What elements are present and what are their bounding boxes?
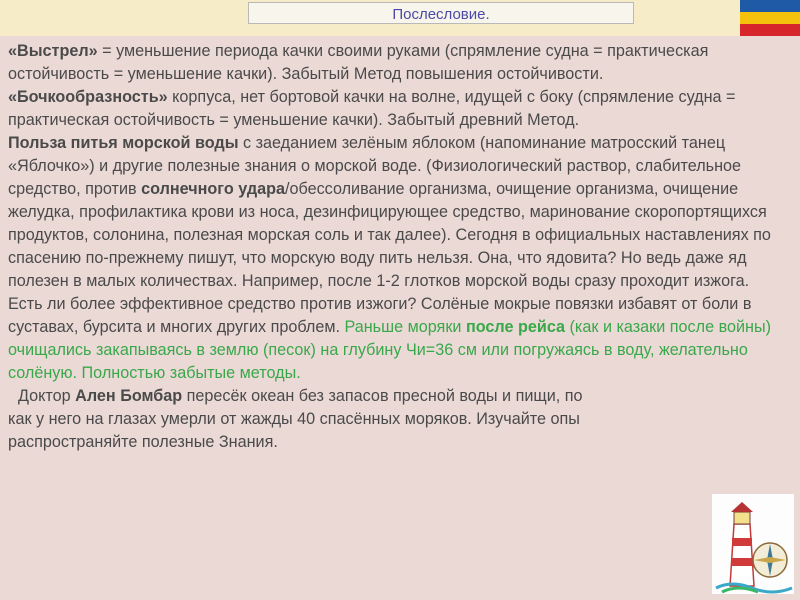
green-bold: после рейса [465, 318, 566, 336]
bombard-text-a: Доктор [18, 387, 76, 405]
content-area [0, 36, 800, 600]
body-text [8, 40, 788, 454]
term-vystrel: «Выстрел» [8, 42, 98, 60]
bombard-text-b: пересёк океан без запасов пресной воды и пищи, по [182, 387, 583, 405]
sea-water-text-a: с заеданием зелёным яблоком (напоминание матросский танец «Яблочко») и другие полезные знания о морской воде. (Физиологический раствор, слабительное средство, против [8, 134, 742, 198]
lighthouse-compass-icon [712, 494, 794, 594]
green-text-a: Раньше моряки [344, 318, 466, 336]
bombard-name: Ален Бомбар [75, 387, 183, 405]
term-bochkoobraznost: «Бочкообразность» [8, 88, 168, 106]
slide-title: Послесловие. [248, 2, 634, 24]
bombard-line2: как у него на глазах умерли от жажды 40 спасённых моряков. Изучайте опы [8, 410, 580, 428]
term-sea-water: Польза питья морской воды [8, 134, 239, 152]
bochkoobraznost-text: корпуса, нет бортовой качки на волне, идущей с боку (спрямление судна = практическая остойчивость = уменьшение качки). Забытый древний Метод. [8, 88, 736, 129]
sea-water-text-c: /обессоливание организма, очищение организма, очищение желудка, профилактика крови из носа, дезинфицирующее средство, маринование скоропортящихся продуктов, солонина, полезная морская соль и так далее). Сегодня в официальных наставлениях по спасению по-прежнему пишут, что морскую воду пить нельзя. Она, что ядовита? Но ведь даже яд полезен в малых количествах. Например, после 1-2 глотков морской воды сразу проходит изжога. Есть ли более эффективное средство против изжоги? Солёные мокрые повязки избавят от боли в суставах, бурсита и многих других проблем. [8, 180, 771, 336]
green-text-b: (как и казаки после войны) очищались закапываясь в землю (песок) на глубину Чи=36 см или погружаясь в воду, желательно солёную. Полностью забытые методы. [8, 318, 772, 382]
paragraph-bombard [8, 385, 788, 408]
paragraph-vystrel [8, 40, 788, 86]
paragraph-sea-water [8, 132, 788, 385]
vystrel-text: = уменьшение периода качки своими руками (спрямление судна = практическая остойчивость = уменьшение качки). Забытый Метод повышения остойчивости. [8, 42, 709, 83]
bombard-line3: распространяйте полезные Знания. [8, 433, 278, 451]
term-sunstroke: солнечного удара [141, 180, 285, 198]
paragraph-bochkoobraznost [8, 86, 788, 132]
flag-stripes [740, 0, 800, 36]
